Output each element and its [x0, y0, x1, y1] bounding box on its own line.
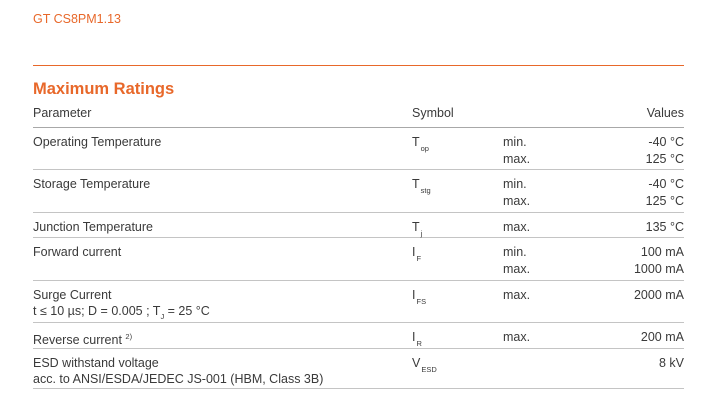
symbol-cell [412, 244, 421, 267]
value-max: 1000 mA [633, 262, 684, 276]
parameter-name: Storage Temperature [33, 177, 151, 191]
parameter-name: Forward current [33, 245, 122, 259]
values-cell [646, 134, 684, 168]
qualifier-max: max. [503, 330, 531, 344]
symbol-subscript: stg [420, 186, 431, 195]
qualifier-min: min. [503, 245, 527, 259]
symbol-subscript: R [416, 339, 422, 348]
qualifier-cell [503, 287, 530, 304]
symbol-main: I [412, 245, 416, 259]
parameter-condition [33, 303, 210, 325]
table-row [33, 323, 684, 349]
table-row [33, 238, 684, 281]
values-cell [646, 176, 684, 210]
ratings-table [33, 102, 684, 389]
condition-subscript: J [160, 312, 165, 321]
symbol-subscript: op [420, 144, 429, 153]
table-row [33, 349, 684, 389]
parameter-name: Surge Current [33, 288, 112, 302]
value-min: 100 mA [640, 245, 684, 259]
parameter-name [33, 329, 132, 348]
value-min: -40 °C [648, 135, 684, 149]
values-cell [634, 244, 684, 278]
symbol-main: I [412, 330, 416, 344]
symbol-cell [412, 134, 429, 157]
condition-text: t ≤ 10 µs; D = 0.005 ; T [33, 304, 161, 318]
symbol-subscript: j [420, 229, 423, 238]
footnote-marker: 2) [125, 332, 133, 341]
value-max: 135 °C [645, 220, 684, 234]
value-max: 125 °C [645, 152, 684, 166]
parameter-cell [33, 355, 323, 387]
parameter-text: Reverse current [33, 333, 126, 347]
column-header-symbol: Symbol [412, 106, 454, 120]
parameter-cell [33, 329, 132, 348]
symbol-subscript: F [416, 254, 422, 263]
values-cell [641, 329, 684, 346]
symbol-cell [412, 176, 431, 199]
value-max: 2000 mA [633, 288, 684, 302]
table-row [33, 128, 684, 170]
qualifier-cell [503, 244, 530, 278]
qualifier-cell [503, 134, 530, 168]
column-header-values: Values [646, 106, 684, 120]
parameter-cell [33, 134, 161, 150]
symbol-subscript: ESD [421, 365, 437, 374]
value: 8 kV [658, 356, 684, 370]
symbol-main: T [412, 135, 420, 149]
values-cell [634, 287, 684, 304]
table-row [33, 213, 684, 238]
symbol-main: V [412, 356, 421, 370]
qualifier-max: max. [503, 152, 531, 166]
document-id: GT CS8PM1.13 [33, 12, 122, 26]
symbol-main: T [412, 220, 420, 234]
qualifier-max: max. [503, 220, 531, 234]
value-min: -40 °C [648, 177, 684, 191]
header-divider [33, 65, 684, 66]
qualifier-max: max. [503, 262, 531, 276]
value-max: 125 °C [645, 194, 684, 208]
table-row [33, 170, 684, 213]
qualifier-cell [503, 329, 530, 346]
parameter-name: Operating Temperature [33, 135, 162, 149]
symbol-subscript: FS [416, 297, 427, 306]
qualifier-max: max. [503, 288, 531, 302]
column-header-parameter: Parameter [33, 106, 92, 120]
qualifier-min: min. [503, 177, 527, 191]
condition-text-end: = 25 °C [164, 304, 210, 318]
parameter-cell [33, 287, 210, 325]
table-row [33, 281, 684, 323]
symbol-cell [412, 287, 426, 310]
values-cell [646, 219, 684, 236]
parameter-cell [33, 176, 150, 192]
qualifier-cell [503, 219, 530, 236]
qualifier-cell [503, 176, 530, 210]
section-title: Maximum Ratings [33, 80, 175, 98]
parameter-condition: acc. to ANSI/ESDA/JEDEC JS-001 (HBM, Class 3B) [33, 372, 324, 386]
table-header [33, 102, 684, 128]
value-max: 200 mA [640, 330, 684, 344]
symbol-cell [412, 355, 437, 378]
qualifier-max: max. [503, 194, 531, 208]
qualifier-min: min. [503, 135, 527, 149]
symbol-main: I [412, 288, 416, 302]
symbol-main: T [412, 177, 420, 191]
values-cell [659, 355, 684, 372]
parameter-name: ESD withstand voltage [33, 356, 159, 370]
parameter-cell [33, 244, 121, 260]
parameter-name: Junction Temperature [33, 220, 153, 234]
parameter-cell [33, 219, 153, 235]
